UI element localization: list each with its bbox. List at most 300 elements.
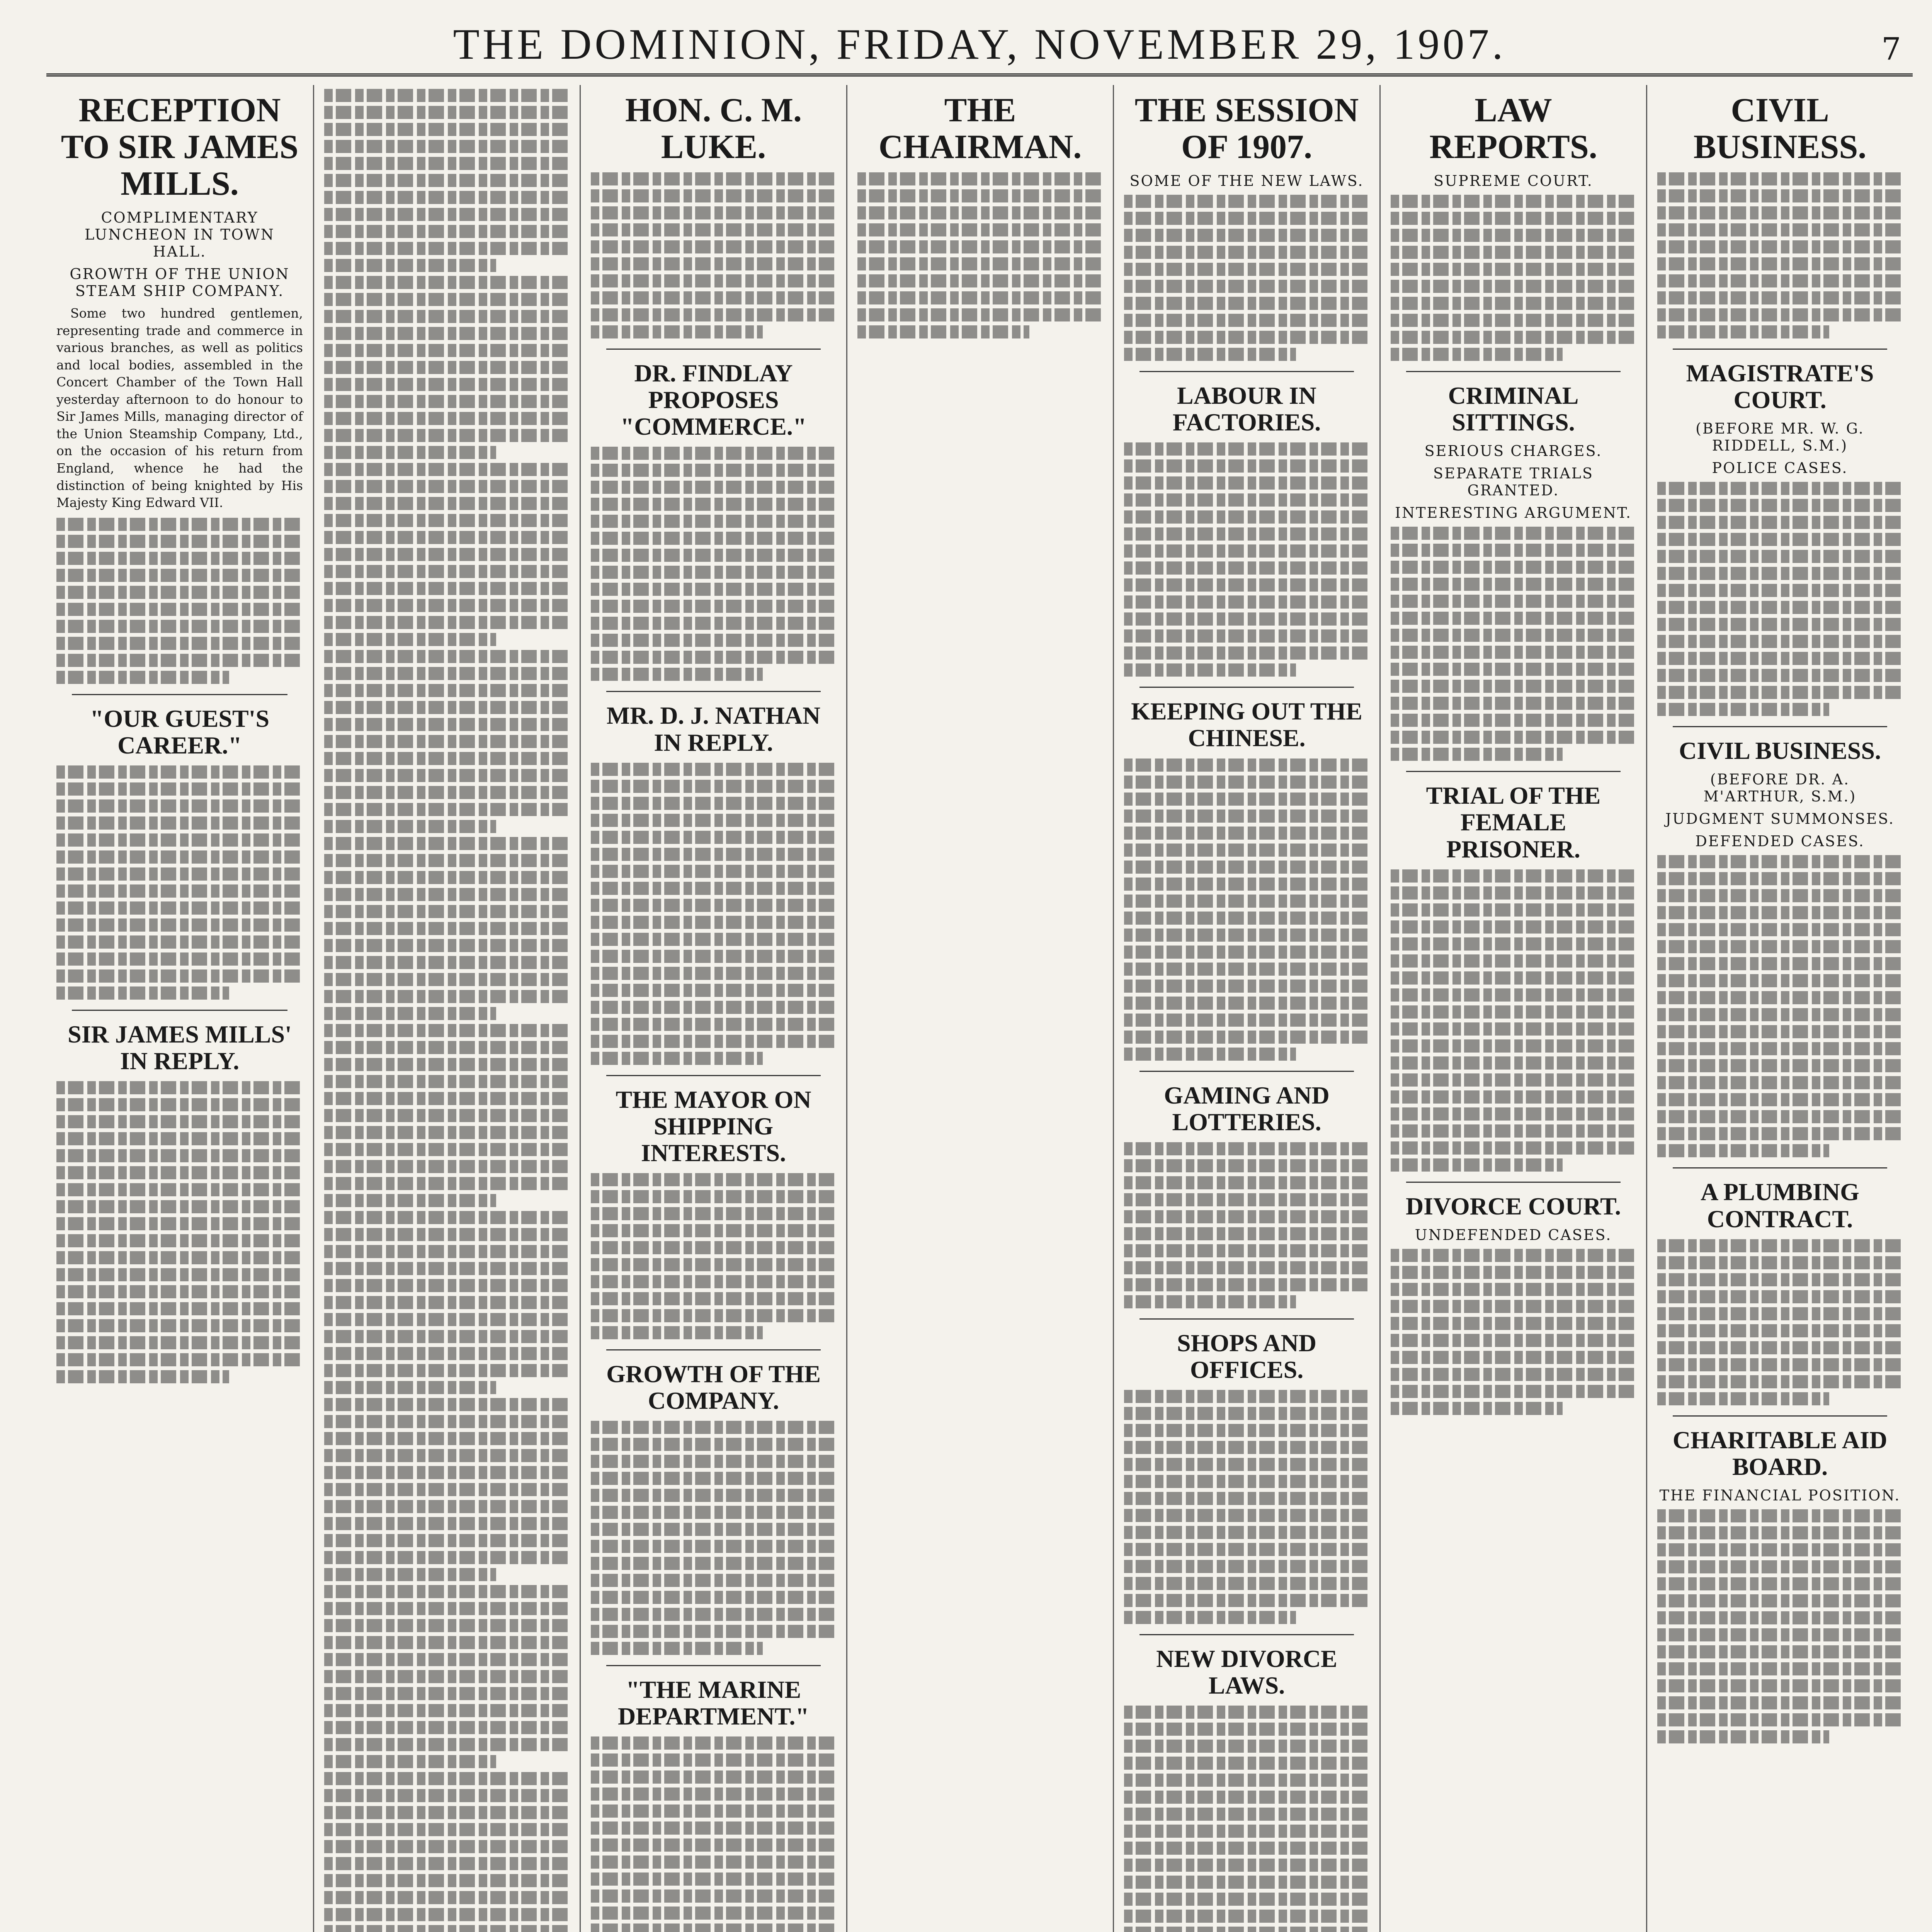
text-line bbox=[324, 1432, 570, 1445]
text-line bbox=[1124, 1424, 1369, 1437]
text-line bbox=[1657, 1324, 1903, 1337]
text-line bbox=[1657, 1628, 1903, 1641]
text-line bbox=[1657, 325, 1829, 338]
text-line bbox=[591, 831, 836, 844]
text-line bbox=[1391, 212, 1636, 225]
text-line bbox=[56, 1098, 303, 1111]
text-line bbox=[56, 935, 303, 949]
section-divider bbox=[1673, 1415, 1887, 1417]
text-line bbox=[1124, 1842, 1369, 1855]
text-line bbox=[1657, 1273, 1903, 1286]
column-7 bbox=[1646, 85, 1913, 1932]
article-subhead: UNDEFENDED CASES. bbox=[1415, 1226, 1612, 1243]
text-line bbox=[1657, 240, 1903, 253]
text-line bbox=[591, 1421, 836, 1434]
text-line bbox=[324, 905, 570, 918]
text-line bbox=[324, 939, 570, 952]
text-line bbox=[1391, 1141, 1636, 1155]
text-line bbox=[1657, 1713, 1903, 1726]
text-line bbox=[56, 799, 303, 813]
text-line bbox=[1124, 1927, 1369, 1932]
section-divider bbox=[1406, 771, 1621, 772]
text-line bbox=[324, 1279, 570, 1292]
column-4 bbox=[846, 85, 1113, 1932]
article-section bbox=[1391, 771, 1636, 1171]
text-line bbox=[324, 1670, 570, 1683]
text-line bbox=[324, 1143, 570, 1156]
text-line bbox=[56, 1166, 303, 1179]
text-line bbox=[591, 1855, 836, 1869]
article-subhead: SERIOUS CHARGES. bbox=[1424, 442, 1602, 460]
text-line bbox=[324, 191, 570, 204]
text-line bbox=[324, 174, 570, 187]
text-line bbox=[591, 1018, 836, 1031]
text-line bbox=[324, 310, 570, 323]
text-line bbox=[1124, 1193, 1369, 1206]
text-line bbox=[591, 780, 836, 793]
article-subhead: SUPREME COURT. bbox=[1434, 172, 1593, 190]
text-line bbox=[324, 412, 570, 425]
text-line bbox=[591, 308, 836, 321]
text-line bbox=[56, 552, 303, 565]
text-line bbox=[1391, 297, 1636, 310]
text-line bbox=[1391, 527, 1636, 540]
text-line bbox=[1391, 195, 1636, 208]
text-line bbox=[591, 1923, 836, 1932]
text-line bbox=[56, 586, 303, 599]
text-line bbox=[56, 918, 303, 932]
article-paragraph: Some two hundred gentlemen, representing trade and commerce in various branches, as well as politics and local bodies, assembled in the Concert Chamber of the Town Hall yesterday afternoon to do honour to Sir James Mills, managing director of the Union Steamship Company, Ltd., on the occasion of his return from England, whence he had the distinction of being knighted by His Majesty King Edward VII. bbox=[56, 306, 303, 510]
text-line bbox=[324, 684, 570, 697]
text-line bbox=[324, 1041, 570, 1054]
text-line bbox=[1124, 442, 1369, 456]
article-subhead: (BEFORE DR. A. M'ARTHUR, S.M.) bbox=[1703, 771, 1857, 805]
text-line bbox=[1657, 1679, 1903, 1692]
text-line bbox=[1124, 1543, 1369, 1556]
text-line bbox=[1124, 1295, 1296, 1308]
text-line bbox=[591, 1787, 836, 1801]
text-line bbox=[1391, 697, 1636, 710]
article-subhead: SOME OF THE NEW LAWS. bbox=[1129, 172, 1364, 190]
text-line bbox=[1391, 629, 1636, 642]
text-line bbox=[324, 1398, 570, 1411]
text-line bbox=[56, 1251, 303, 1264]
article-section bbox=[591, 92, 836, 338]
text-line bbox=[591, 1173, 836, 1186]
text-line bbox=[1124, 1577, 1369, 1590]
text-line bbox=[1124, 844, 1369, 857]
text-line bbox=[1657, 1076, 1903, 1089]
article-headline: CIVIL BUSINESS. bbox=[1693, 92, 1867, 166]
text-line bbox=[591, 1872, 836, 1886]
text-line bbox=[1657, 923, 1903, 936]
text-line bbox=[1124, 1159, 1369, 1172]
article-subhead: POLICE CASES. bbox=[1712, 459, 1848, 477]
text-line bbox=[324, 89, 570, 102]
article-section bbox=[1657, 92, 1903, 338]
text-line bbox=[1124, 1706, 1369, 1719]
text-line bbox=[1657, 669, 1903, 682]
text-line bbox=[1657, 1042, 1903, 1055]
text-line bbox=[591, 1489, 836, 1502]
text-line bbox=[591, 950, 836, 963]
text-line bbox=[1124, 229, 1369, 242]
text-line bbox=[857, 291, 1103, 304]
article-subhead: SEPARATE TRIALS GRANTED. bbox=[1433, 465, 1594, 499]
text-line bbox=[324, 276, 570, 289]
text-line bbox=[56, 1336, 303, 1349]
text-line bbox=[1657, 855, 1903, 868]
article-section bbox=[1657, 1415, 1903, 1743]
article-section bbox=[56, 694, 303, 1000]
text-line bbox=[1657, 291, 1903, 304]
text-line bbox=[324, 361, 570, 374]
article-section bbox=[591, 349, 836, 681]
text-line bbox=[1657, 482, 1903, 495]
text-line bbox=[1657, 1509, 1903, 1522]
text-line bbox=[591, 447, 836, 460]
text-line bbox=[591, 1224, 836, 1237]
text-line bbox=[857, 206, 1103, 219]
text-line bbox=[1391, 1124, 1636, 1138]
text-line bbox=[324, 1211, 570, 1224]
text-line bbox=[591, 1035, 836, 1048]
article-headline: THE SESSION OF 1907. bbox=[1134, 92, 1359, 166]
text-line bbox=[1657, 172, 1903, 185]
text-line bbox=[1124, 1808, 1369, 1821]
text-line bbox=[56, 850, 303, 864]
article-headline: SHOPS AND OFFICES. bbox=[1177, 1329, 1316, 1383]
text-line bbox=[324, 1126, 570, 1139]
text-line bbox=[1657, 1144, 1829, 1157]
text-line bbox=[56, 1149, 303, 1162]
text-line bbox=[1391, 280, 1636, 293]
text-line bbox=[591, 532, 836, 545]
text-line bbox=[1124, 493, 1369, 507]
text-line bbox=[1657, 1127, 1903, 1140]
text-line bbox=[56, 969, 303, 983]
text-line bbox=[1657, 1059, 1903, 1072]
text-line bbox=[1657, 189, 1903, 202]
section-divider bbox=[606, 691, 821, 692]
text-line bbox=[56, 620, 303, 633]
text-line bbox=[1124, 1757, 1369, 1770]
text-line bbox=[56, 867, 303, 881]
text-line bbox=[591, 848, 836, 861]
text-line bbox=[324, 1585, 570, 1598]
text-line bbox=[1657, 1577, 1903, 1590]
text-line bbox=[1657, 567, 1903, 580]
text-line bbox=[591, 257, 836, 270]
text-line bbox=[1391, 229, 1636, 242]
text-line bbox=[591, 1275, 836, 1288]
text-line bbox=[324, 701, 570, 714]
text-line bbox=[1657, 906, 1903, 919]
text-line bbox=[324, 1330, 570, 1343]
text-line bbox=[324, 888, 570, 901]
text-line bbox=[1124, 1261, 1369, 1274]
text-line bbox=[56, 1183, 303, 1196]
text-line bbox=[1657, 1290, 1903, 1303]
text-line bbox=[1657, 1730, 1829, 1743]
text-line bbox=[56, 952, 303, 966]
text-line bbox=[324, 565, 570, 578]
text-line bbox=[591, 274, 836, 287]
text-line bbox=[1657, 889, 1903, 902]
text-line bbox=[1657, 601, 1903, 614]
text-line bbox=[324, 1262, 570, 1275]
text-line bbox=[1124, 1176, 1369, 1189]
text-line bbox=[1124, 1791, 1369, 1804]
text-line bbox=[324, 1687, 570, 1700]
text-line bbox=[1391, 748, 1563, 761]
text-line bbox=[324, 1381, 496, 1394]
text-line bbox=[56, 1285, 303, 1298]
text-line bbox=[1124, 612, 1369, 626]
text-line bbox=[591, 1001, 836, 1014]
text-line bbox=[324, 854, 570, 867]
text-line bbox=[56, 654, 303, 667]
text-line bbox=[324, 1806, 570, 1819]
text-line bbox=[591, 1540, 836, 1553]
article-section bbox=[591, 1349, 836, 1655]
text-line bbox=[324, 480, 570, 493]
text-line bbox=[1391, 988, 1636, 1002]
text-line bbox=[591, 763, 836, 776]
section-divider bbox=[1139, 1634, 1354, 1635]
article-headline: TRIAL OF THE FEMALE PRISONER. bbox=[1426, 782, 1601, 863]
text-line bbox=[591, 291, 836, 304]
text-line bbox=[1124, 1244, 1369, 1257]
text-line bbox=[1657, 1008, 1903, 1021]
text-line bbox=[1391, 1249, 1636, 1262]
text-line bbox=[1657, 1662, 1903, 1675]
text-line bbox=[591, 634, 836, 647]
text-line bbox=[1657, 274, 1903, 287]
text-line bbox=[1391, 886, 1636, 900]
text-line bbox=[324, 140, 570, 153]
text-line bbox=[1124, 1774, 1369, 1787]
text-line bbox=[591, 916, 836, 929]
text-line bbox=[1124, 1407, 1369, 1420]
text-line bbox=[1657, 499, 1903, 512]
text-line bbox=[1657, 652, 1903, 665]
text-line bbox=[324, 378, 570, 391]
text-line bbox=[56, 1115, 303, 1128]
text-line bbox=[1657, 1392, 1829, 1405]
text-line bbox=[1124, 646, 1369, 660]
text-line bbox=[324, 1228, 570, 1241]
text-line bbox=[1657, 974, 1903, 987]
text-line bbox=[56, 833, 303, 847]
masthead-title: THE DOMINION, FRIDAY, NOVEMBER 29, 1907. bbox=[453, 20, 1506, 68]
text-line bbox=[324, 259, 496, 272]
text-line bbox=[591, 1455, 836, 1468]
text-line bbox=[324, 616, 570, 629]
text-line bbox=[1391, 595, 1636, 608]
text-line bbox=[1657, 1696, 1903, 1709]
article-headline: RECEPTION TO SIR JAMES MILLS. bbox=[61, 92, 299, 203]
text-line bbox=[1391, 331, 1636, 344]
text-line bbox=[1657, 1025, 1903, 1038]
text-line bbox=[1124, 280, 1369, 293]
text-line bbox=[1657, 1358, 1903, 1371]
text-line bbox=[1124, 263, 1369, 276]
text-line bbox=[591, 1770, 836, 1784]
text-line bbox=[324, 956, 570, 969]
text-line bbox=[324, 1092, 570, 1105]
text-line bbox=[1124, 878, 1369, 891]
section-divider bbox=[1406, 1182, 1621, 1183]
text-line bbox=[591, 1736, 836, 1750]
text-line bbox=[1124, 1910, 1369, 1923]
text-line bbox=[1124, 912, 1369, 925]
text-line bbox=[324, 1636, 570, 1649]
section-divider bbox=[1139, 1318, 1354, 1320]
text-line bbox=[1657, 957, 1903, 970]
text-line bbox=[324, 1602, 570, 1615]
text-line bbox=[324, 752, 570, 765]
text-line bbox=[1391, 1334, 1636, 1347]
column-5 bbox=[1113, 85, 1379, 1932]
text-line bbox=[1391, 1090, 1636, 1104]
text-line bbox=[591, 1241, 836, 1254]
text-line bbox=[56, 1370, 229, 1383]
text-line bbox=[1391, 1300, 1636, 1313]
text-line bbox=[857, 172, 1103, 185]
text-line bbox=[324, 1789, 570, 1802]
text-line bbox=[56, 765, 303, 779]
article-section bbox=[591, 1665, 836, 1932]
article-headline: NEW DIVORCE LAWS. bbox=[1156, 1645, 1337, 1699]
section-divider bbox=[606, 1665, 821, 1666]
text-line bbox=[591, 1190, 836, 1203]
text-line bbox=[1124, 1278, 1369, 1291]
article-section bbox=[1391, 371, 1636, 761]
text-line bbox=[591, 206, 836, 219]
text-line bbox=[1391, 544, 1636, 557]
text-line bbox=[324, 1891, 570, 1904]
text-line bbox=[324, 1857, 570, 1870]
text-line bbox=[1124, 997, 1369, 1010]
text-line bbox=[324, 1721, 570, 1734]
newspaper-columns bbox=[46, 85, 1913, 1932]
text-line bbox=[1657, 223, 1903, 236]
text-line bbox=[1124, 1723, 1369, 1736]
text-line bbox=[591, 1821, 836, 1835]
section-divider bbox=[1406, 371, 1621, 372]
article-headline: A PLUMBING CONTRACT. bbox=[1701, 1178, 1859, 1233]
text-line bbox=[1124, 759, 1369, 772]
text-line bbox=[1657, 1526, 1903, 1539]
text-line bbox=[324, 548, 570, 561]
text-line bbox=[324, 1313, 570, 1326]
text-line bbox=[56, 1353, 303, 1366]
text-line bbox=[591, 1438, 836, 1451]
text-line bbox=[1124, 1031, 1369, 1044]
article-headline: KEEPING OUT THE CHINESE. bbox=[1131, 697, 1362, 752]
text-line bbox=[324, 463, 570, 476]
text-line bbox=[857, 274, 1103, 287]
text-line bbox=[324, 293, 570, 306]
text-line bbox=[591, 882, 836, 895]
text-line bbox=[857, 257, 1103, 270]
column-6 bbox=[1379, 85, 1646, 1932]
text-line bbox=[1391, 937, 1636, 951]
text-line bbox=[324, 1364, 570, 1377]
section-divider bbox=[1139, 687, 1354, 688]
article-headline: THE CHAIRMAN. bbox=[878, 92, 1082, 166]
text-line bbox=[591, 1557, 836, 1570]
text-line bbox=[56, 637, 303, 650]
text-line bbox=[56, 1234, 303, 1247]
text-line bbox=[1124, 1048, 1296, 1061]
text-line bbox=[324, 1874, 570, 1887]
article-section bbox=[1124, 92, 1369, 361]
text-line bbox=[1391, 1351, 1636, 1364]
text-line bbox=[1657, 872, 1903, 885]
text-line bbox=[1391, 246, 1636, 259]
text-line bbox=[1124, 663, 1296, 677]
text-line bbox=[1124, 1492, 1369, 1505]
text-line bbox=[591, 865, 836, 878]
text-line bbox=[324, 1483, 570, 1496]
text-line bbox=[1124, 578, 1369, 592]
text-line bbox=[1124, 1441, 1369, 1454]
column-3 bbox=[580, 85, 846, 1932]
text-line bbox=[324, 429, 570, 442]
text-line bbox=[1124, 1876, 1369, 1889]
text-line bbox=[324, 446, 496, 459]
text-line bbox=[1124, 946, 1369, 959]
text-line bbox=[1657, 940, 1903, 953]
text-line bbox=[324, 497, 570, 510]
text-line bbox=[591, 600, 836, 613]
text-line bbox=[591, 481, 836, 494]
section-divider bbox=[606, 1075, 821, 1076]
text-line bbox=[324, 1823, 570, 1836]
text-line bbox=[324, 786, 570, 799]
text-line bbox=[1391, 561, 1636, 574]
text-line bbox=[591, 566, 836, 579]
text-line bbox=[1391, 731, 1636, 744]
text-line bbox=[1391, 903, 1636, 917]
text-line bbox=[1391, 1158, 1563, 1172]
text-line bbox=[56, 535, 303, 548]
text-line bbox=[591, 515, 836, 528]
text-line bbox=[591, 1052, 763, 1065]
text-line bbox=[857, 308, 1103, 321]
text-line bbox=[1657, 533, 1903, 546]
text-line bbox=[1657, 618, 1903, 631]
text-line bbox=[1657, 991, 1903, 1004]
text-line bbox=[1657, 703, 1829, 716]
text-line bbox=[591, 1625, 836, 1638]
article-section bbox=[56, 92, 303, 684]
text-line bbox=[324, 922, 570, 935]
text-line bbox=[324, 1500, 570, 1513]
text-line bbox=[591, 498, 836, 511]
text-line bbox=[1657, 1110, 1903, 1123]
text-line bbox=[324, 1466, 570, 1479]
text-line bbox=[1391, 1039, 1636, 1053]
text-line bbox=[1124, 510, 1369, 524]
text-line bbox=[1124, 331, 1369, 344]
text-line bbox=[591, 549, 836, 562]
text-line bbox=[56, 816, 303, 830]
text-line bbox=[1124, 1859, 1369, 1872]
text-line bbox=[1657, 1560, 1903, 1573]
